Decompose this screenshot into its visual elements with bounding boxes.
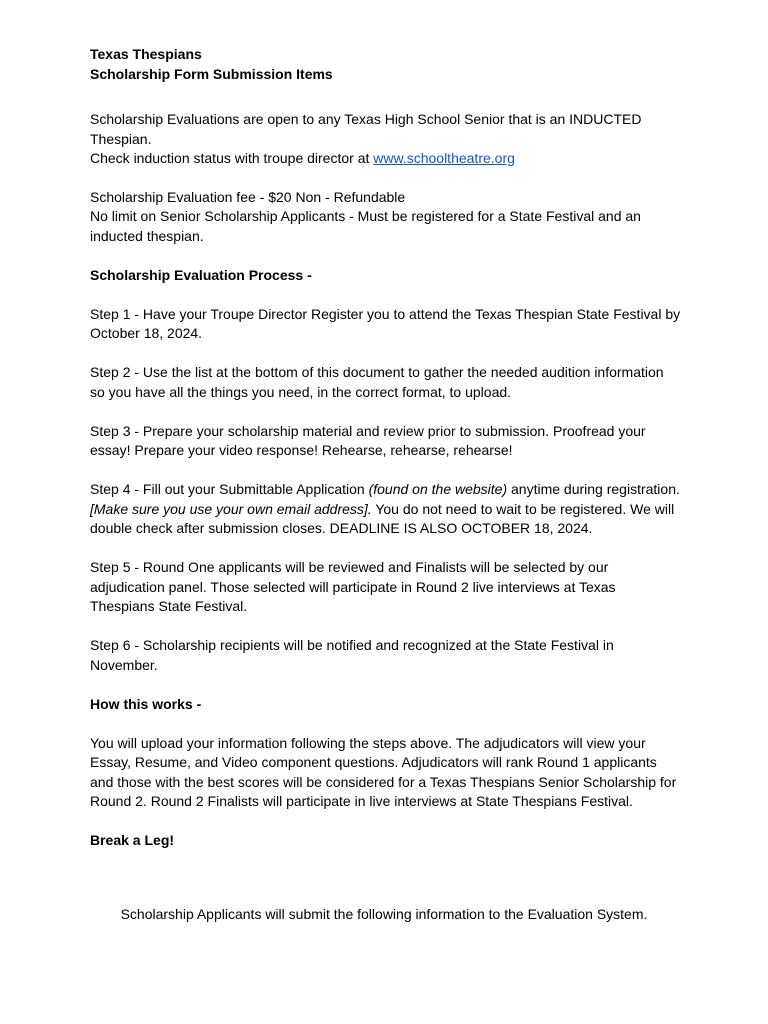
step-4-prefix: Step 4 - Fill out your Submittable Application [90, 481, 369, 497]
eligibility-text: Scholarship Evaluations are open to any Texas High School Senior that is an INDUCTED Thespian. [90, 111, 642, 147]
document-title: Scholarship Form Submission Items [90, 65, 333, 82]
step-4-website-note: (found on the website) [368, 481, 508, 497]
induction-check-text: Check induction status with troupe director at [90, 150, 374, 166]
step-5: Step 5 - Round One applicants will be reviewed and Finalists will be selected by our adjudication panel. Those selected will participate in Round 2 live interviews at Texas Thespians State Festival. [90, 559, 616, 614]
fee-line: Scholarship Evaluation fee - $20 Non - Refundable [90, 188, 406, 205]
how-heading: How this works - [90, 695, 202, 712]
step-1: Step 1 - Have your Troupe Director Register you to attend the Texas Thespian State Festival by October 18, 2024. [90, 305, 681, 341]
intro-paragraph [90, 110, 682, 169]
fee-paragraph [90, 188, 682, 247]
step-3: Step 3 - Prepare your scholarship material and review prior to submission. Proofread your essay! Prepare your video response! Rehearse, rehearse, rehearse! [90, 422, 646, 458]
step-4-email-note: [Make sure you use your own email address]. [90, 500, 372, 517]
document-header [90, 45, 682, 84]
document-body [90, 45, 682, 870]
step-6: Step 6 - Scholarship recipients will be notified and recognized at the State Festival in November. [90, 637, 614, 673]
step-2: Step 2 - Use the list at the bottom of this document to gather the needed audition information so you have all the things you need, in the correct format, to upload. [90, 364, 664, 400]
limit-line: No limit on Senior Scholarship Applicants - Must be registered for a State Festival and an inducted thespian. [90, 208, 641, 244]
closing-line: Break a Leg! [90, 832, 175, 848]
org-name: Texas Thespians [90, 46, 202, 62]
step-4-mid: anytime during registration. [507, 481, 680, 497]
step-4 [90, 480, 682, 539]
schooltheatre-link[interactable]: www.schooltheatre.org [373, 150, 515, 166]
step-4-suffix: You do not need to wait to be registered. We will double check after submission closes. DEADLINE IS ALSO OCTOBER 18, 2024. [90, 500, 675, 536]
how-body: You will upload your information following the steps above. The adjudicators will view your Essay, Resume, and Video component questions. Adjudicators will rank Round 1 applicants and those with the best scores will be considered for a Texas Thespians Senior Scholarship for Round 2. Round 2 Finalists will participate in live interviews at State Thespians Festival. [90, 734, 677, 809]
submission-info-line: Scholarship Applicants will submit the following information to the Evaluation System. [120, 906, 648, 922]
process-heading: Scholarship Evaluation Process - [90, 266, 312, 283]
